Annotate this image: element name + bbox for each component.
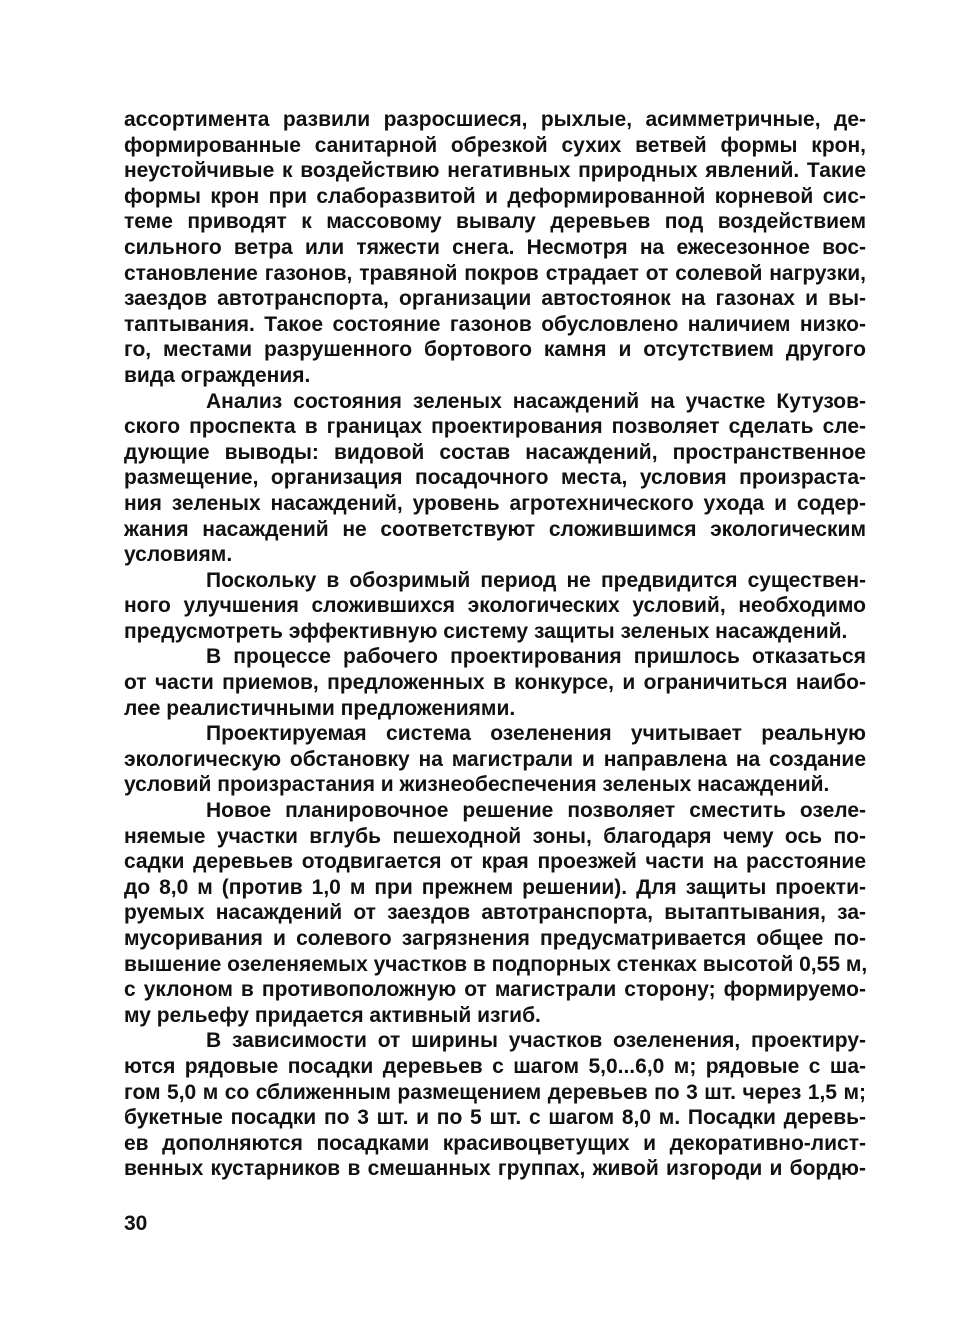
text-line: неустойчивые к воздействию негативных природных явлений. Такие (124, 159, 866, 183)
text-line: садки деревьев отодвигается от края проезжей части на расстояние (124, 850, 866, 874)
text-line: дующие выводы: видовой состав насаждений, пространственное (124, 440, 866, 464)
text-line: Проектируемая система озеленения учитывает реальную (206, 722, 866, 746)
text-line: заездов автотранспорта, организации автостоянок на газонах и вы- (124, 287, 866, 311)
text-line: руемых насаждений от заездов автотранспорта, вытаптывания, за- (124, 901, 866, 925)
text-line: теме приводят к массовому вывалу деревьев под воздействием (124, 210, 866, 234)
text-line: с уклоном в противоположную от магистрали сторону; формируемо- (124, 978, 866, 1002)
text-line: лее реалистичными предложениями. (124, 696, 516, 720)
text-line: экологическую обстановку на магистрали и направлена на создание (124, 747, 866, 771)
text-line: условий произрастания и жизнеобеспечения зеленых насаждений. (124, 773, 830, 797)
text-line: до 8,0 м (против 1,0 м при прежнем решении). Для защиты проекти- (124, 875, 866, 899)
text-line: таптывания. Такое состояние газонов обусловлено наличием низко- (124, 312, 866, 336)
text-line: становление газонов, травяной покров страдает от солевой нагрузки, (124, 261, 866, 285)
text-line: букетные посадки по 3 шт. и по 5 шт. с шагом 8,0 м. Посадки деревь- (124, 1106, 866, 1130)
text-line: от части приемов, предложенных в конкурсе, и ограничиться наибо- (124, 671, 866, 695)
text-line: формы крон при слаборазвитой и деформированной корневой сис- (124, 184, 866, 208)
text-line: сильного ветра или тяжести снега. Несмотря на ежесезонное вос- (124, 235, 866, 259)
text-line: ются рядовые посадки деревьев с шагом 5,0...6,0 м; рядовые с ша- (124, 1054, 866, 1078)
paragraph (124, 107, 866, 389)
text-line: венных кустарников в смешанных группах, живой изгороди и бордю- (124, 1157, 866, 1181)
text-line: гом 5,0 м со сближенным размещением деревьев по 3 шт. через 1,5 м; (124, 1080, 866, 1104)
paragraph (124, 389, 866, 568)
text-line: ев дополняются посадками красивоцветущих и декоративно-лист- (124, 1131, 866, 1155)
text-line: Поскольку в обозримый период не предвидится существен- (206, 568, 866, 592)
text-line: вышение озеленяемых участков в подпорных стенках высотой 0,55 м, (124, 952, 868, 976)
text-line: няемые участки вглубь пешеходной зоны, благодаря чему ось по- (124, 824, 866, 848)
text-line: ского проспекта в границах проектирования позволяет сделать сле- (124, 415, 866, 439)
text-line: формированные санитарной обрезкой сухих ветвей формы крон, (124, 133, 866, 157)
text-line: В зависимости от ширины участков озеленения, проектиру- (206, 1029, 866, 1053)
page-body-text (124, 107, 866, 1182)
paragraph (124, 721, 866, 798)
text-line: Анализ состояния зеленых насаждений на участке Кутузов- (206, 389, 866, 413)
text-line: мусоривания и солевого загрязнения предусматривается общее по- (124, 927, 866, 950)
page-number: 30 (124, 1212, 148, 1235)
text-line: го, местами разрушенного бортового камня и отсутствием другого (124, 338, 866, 362)
text-line: условиям. (124, 543, 233, 567)
text-line: В процессе рабочего проектирования пришлось отказаться (206, 645, 866, 669)
text-line: размещение, организация посадочного места, условия произраста- (124, 466, 866, 490)
text-line: предусмотреть эффективную систему защиты зеленых насаждений. (124, 619, 848, 643)
paragraph (124, 644, 866, 721)
text-line: жания насаждений не соответствуют сложившимся экологическим (124, 517, 866, 541)
text-line: Новое планировочное решение позволяет сместить озеле- (206, 799, 866, 823)
text-line: му рельефу придается активный изгиб. (124, 1003, 541, 1027)
text-line: ния зеленых насаждений, уровень агротехнического ухода и содер- (124, 491, 866, 515)
paragraph (124, 1028, 866, 1182)
text-line: вида ограждения. (124, 363, 311, 387)
paragraph (124, 568, 866, 645)
text-line: ассортимента развили разросшиеся, рыхлые, асимметричные, де- (124, 108, 866, 131)
paragraph (124, 798, 866, 1028)
text-line: ного улучшения сложившихся экологических условий, необходимо (124, 594, 866, 618)
